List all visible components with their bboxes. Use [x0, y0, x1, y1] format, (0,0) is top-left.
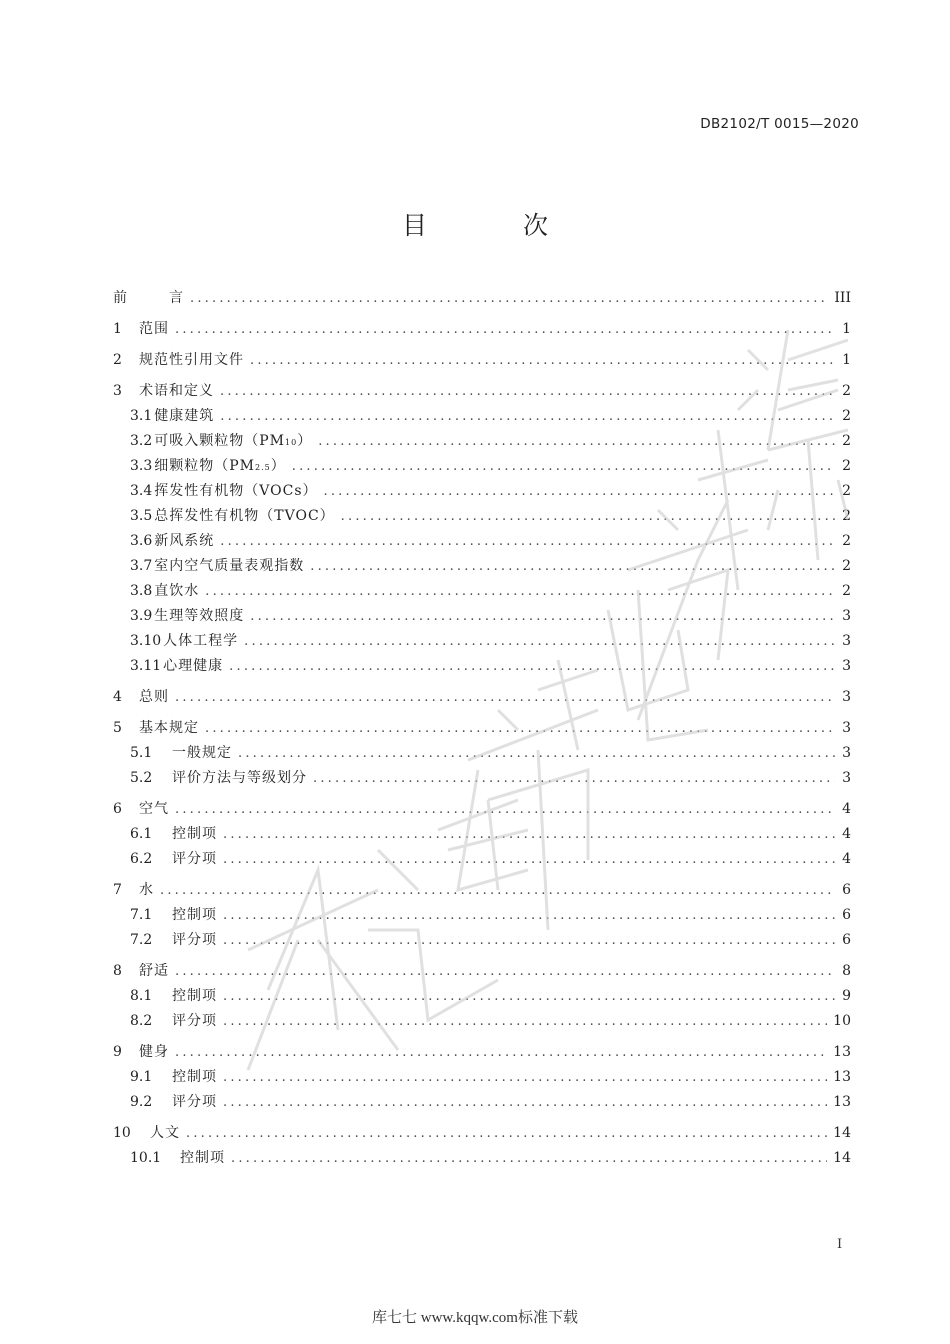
- toc-entry[interactable]: [113, 379, 851, 404]
- toc-entry-number: 3.9: [130, 608, 153, 624]
- toc-leader-dots: [175, 797, 835, 822]
- toc-entry[interactable]: [113, 1090, 851, 1115]
- toc-entry-label: [139, 878, 154, 903]
- toc-entry-label-text: 评分项: [172, 932, 217, 948]
- toc-entry-number: 8.2: [130, 1013, 153, 1029]
- toc-entry-page: 3: [842, 689, 851, 705]
- toc-entry-label: [154, 429, 312, 455]
- toc-entry-label: [172, 1090, 217, 1115]
- toc-entry-page: 3: [842, 608, 851, 624]
- toc-entry[interactable]: [113, 454, 851, 479]
- toc-entry-label: [139, 959, 169, 984]
- toc-entry-label-text: 细颗粒物（PM: [154, 458, 256, 474]
- toc-entry-label-text: 室内空气质量表观指数: [154, 558, 305, 574]
- toc-entry[interactable]: [113, 554, 851, 579]
- toc-title: 目 次: [402, 211, 592, 240]
- toc-entry-number: 3.10: [130, 633, 162, 649]
- toc-leader-dots: [175, 685, 835, 710]
- toc-entry-label-text: 控制项: [172, 988, 217, 1004]
- toc-entry-label: [139, 379, 214, 404]
- toc-entry-number: 3.2: [130, 433, 153, 449]
- toc-entry-label-text: 范围: [139, 321, 169, 337]
- toc-entry-page: 2: [842, 408, 851, 424]
- toc-entry-label-text: 直饮水: [154, 583, 200, 599]
- toc-entry-label-text: 评分项: [172, 851, 217, 867]
- toc-entry-number: 3.4: [130, 483, 153, 499]
- toc-entry-label: [139, 685, 169, 710]
- toc-entry-number: 9.1: [130, 1069, 153, 1085]
- toc-entry-page: 6: [842, 932, 851, 948]
- toc-entry-label: [163, 654, 223, 679]
- toc-entry-label-text: 水: [139, 882, 154, 898]
- toc-entry[interactable]: [113, 1065, 851, 1090]
- toc-entry-page: III: [834, 290, 851, 306]
- toc-entry-page: 13: [833, 1094, 851, 1110]
- toc-leader-dots: [341, 504, 835, 529]
- toc-entry-number: 7.2: [130, 932, 153, 948]
- toc-entry[interactable]: [113, 847, 851, 872]
- toc-leader-dots: [175, 317, 835, 342]
- toc-entry-page: 9: [842, 988, 851, 1004]
- toc-entry-number: 前: [113, 290, 127, 306]
- toc-entry-label: [172, 928, 217, 953]
- toc-entry-label-text: 健康建筑: [154, 408, 215, 424]
- toc-entry-number: 8: [113, 963, 122, 979]
- toc-entry-page: 6: [842, 907, 851, 923]
- toc-entry[interactable]: [113, 959, 851, 984]
- toc-entry-label: [139, 317, 169, 342]
- toc-entry[interactable]: [113, 654, 851, 679]
- toc-entry-label-text: 控制项: [172, 826, 217, 842]
- toc-leader-dots: [223, 847, 835, 872]
- toc-entry-page: 1: [842, 321, 851, 337]
- toc-leader-dots: [310, 554, 835, 579]
- toc-leader-dots: [220, 529, 835, 554]
- toc-entry-page: 14: [833, 1125, 851, 1141]
- toc-leader-dots: [160, 878, 835, 903]
- toc-entry-label: [172, 1065, 217, 1090]
- toc-entry[interactable]: [113, 629, 851, 654]
- toc-entry-page: 4: [842, 826, 851, 842]
- toc-entry-number: 3.1: [130, 408, 153, 424]
- toc-entry-label: [154, 579, 199, 604]
- toc-leader-dots: [175, 959, 835, 984]
- toc-entry-label-tail: ）: [270, 458, 286, 474]
- toc-leader-dots: [318, 429, 835, 454]
- toc-leader-dots: [292, 454, 835, 479]
- toc-entry[interactable]: [113, 1009, 851, 1034]
- toc-entry-label-text: 挥发性有机物（VOCs）: [154, 483, 318, 499]
- toc-entry-label-text: 控制项: [180, 1150, 225, 1166]
- toc-leader-dots: [231, 1146, 827, 1171]
- toc-entry[interactable]: [113, 928, 851, 953]
- toc-entry-page: 3: [842, 770, 851, 786]
- toc-leader-dots: [223, 984, 835, 1009]
- toc-entry-number: 3.11: [130, 658, 162, 674]
- table-of-contents: [113, 286, 851, 1171]
- toc-entry-page: 8: [842, 963, 851, 979]
- toc-entry-subscript: 10: [285, 438, 298, 447]
- toc-entry-label: [139, 716, 199, 741]
- toc-leader-dots: [244, 629, 835, 654]
- toc-entry[interactable]: [113, 429, 851, 454]
- toc-entry-page: 2: [842, 383, 851, 399]
- toc-entry-label: [172, 766, 307, 791]
- toc-entry-number: 8.1: [130, 988, 153, 1004]
- toc-entry-label: [169, 286, 184, 311]
- toc-entry-label-text: 可吸入颗粒物（PM: [154, 433, 286, 449]
- page-number: I: [837, 1237, 843, 1252]
- toc-entry-page: 2: [842, 433, 851, 449]
- toc-entry-label-text: 评分项: [172, 1013, 217, 1029]
- toc-entry-number: 6: [113, 801, 122, 817]
- standard-code: DB2102/T 0015—2020: [700, 116, 859, 132]
- toc-entry-number: 6.2: [130, 851, 153, 867]
- toc-leader-dots: [205, 716, 835, 741]
- toc-entry-number: 6.1: [130, 826, 153, 842]
- toc-entry[interactable]: [113, 1040, 851, 1065]
- toc-entry-page: 13: [833, 1044, 851, 1060]
- toc-entry[interactable]: [113, 741, 851, 766]
- toc-leader-dots: [220, 379, 835, 404]
- toc-entry[interactable]: [113, 716, 851, 741]
- toc-leader-dots: [223, 1090, 827, 1115]
- toc-entry[interactable]: [113, 822, 851, 847]
- toc-leader-dots: [223, 903, 835, 928]
- toc-entry-page: 3: [842, 745, 851, 761]
- toc-entry[interactable]: [113, 903, 851, 928]
- toc-entry[interactable]: [113, 404, 851, 429]
- toc-entry[interactable]: [113, 797, 851, 822]
- toc-entry[interactable]: [113, 984, 851, 1009]
- toc-entry-page: 13: [833, 1069, 851, 1085]
- toc-entry-label-text: 一般规定: [172, 745, 232, 761]
- toc-entry-label: [154, 554, 304, 579]
- toc-entry-page: 4: [842, 851, 851, 867]
- toc-entry-number: 4: [113, 689, 122, 705]
- toc-entry-label: [172, 822, 217, 847]
- toc-leader-dots: [175, 1040, 827, 1065]
- footer-text: 库七七 www.kqqw.com标准下载: [372, 1310, 578, 1326]
- toc-entry-label: [154, 404, 214, 429]
- toc-entry-number: 7: [113, 882, 122, 898]
- toc-entry[interactable]: [113, 479, 851, 504]
- toc-leader-dots: [190, 286, 828, 311]
- toc-entry-label-text: 评价方法与等级划分: [172, 770, 307, 786]
- toc-leader-dots: [220, 404, 835, 429]
- toc-entry-number: 10: [113, 1125, 131, 1141]
- toc-entry[interactable]: [113, 878, 851, 903]
- toc-entry-page: 2: [842, 508, 851, 524]
- toc-entry-label-text: 健身: [139, 1044, 169, 1060]
- toc-entry-number: 1: [113, 321, 122, 337]
- toc-entry-label: [154, 529, 214, 554]
- toc-entry[interactable]: [113, 1146, 851, 1171]
- toc-entry-page: 14: [833, 1150, 851, 1166]
- toc-entry-page: 4: [842, 801, 851, 817]
- toc-entry[interactable]: [113, 348, 851, 373]
- toc-entry-number: 9: [113, 1044, 122, 1060]
- toc-entry[interactable]: [113, 685, 851, 710]
- toc-entry-label: [139, 1040, 169, 1065]
- toc-entry[interactable]: [113, 317, 851, 342]
- toc-entry-label-text: 术语和定义: [139, 383, 214, 399]
- toc-leader-dots: [223, 928, 835, 953]
- toc-leader-dots: [223, 1065, 827, 1090]
- toc-entry-number: 3.3: [130, 458, 153, 474]
- toc-entry[interactable]: [113, 286, 851, 311]
- toc-leader-dots: [229, 654, 835, 679]
- toc-entry-label: [139, 797, 169, 822]
- toc-entry-number: 5: [113, 720, 122, 736]
- toc-entry-label: [172, 1009, 217, 1034]
- toc-entry-label: [172, 984, 217, 1009]
- toc-entry-number: 3: [113, 383, 122, 399]
- toc-entry-label-text: 言: [169, 290, 184, 306]
- toc-entry-number: 5.2: [130, 770, 153, 786]
- toc-entry-page: 3: [842, 658, 851, 674]
- toc-leader-dots: [313, 766, 835, 791]
- toc-entry-label: [180, 1146, 225, 1171]
- toc-entry-label-text: 心理健康: [163, 658, 224, 674]
- toc-entry-label: [172, 741, 232, 766]
- toc-entry-label-text: 控制项: [172, 1069, 217, 1085]
- toc-entry-label-text: 空气: [139, 801, 169, 817]
- toc-entry-number: 10.1: [130, 1150, 162, 1166]
- toc-entry-label: [154, 604, 244, 629]
- toc-entry-label: [172, 903, 217, 928]
- toc-entry-label-text: 评分项: [172, 1094, 217, 1110]
- toc-entry-label-text: 舒适: [139, 963, 169, 979]
- toc-entry-label-text: 人体工程学: [163, 633, 239, 649]
- toc-entry-label: [139, 348, 244, 373]
- toc-entry-number: 5.1: [130, 745, 153, 761]
- toc-entry-page: 2: [842, 533, 851, 549]
- toc-leader-dots: [223, 1009, 827, 1034]
- toc-entry[interactable]: [113, 1121, 851, 1146]
- toc-leader-dots: [238, 741, 835, 766]
- toc-entry-page: 10: [833, 1013, 851, 1029]
- toc-entry-number: 3.7: [130, 558, 153, 574]
- toc-entry-label-text: 生理等效照度: [154, 608, 245, 624]
- toc-leader-dots: [324, 479, 835, 504]
- toc-entry[interactable]: [113, 529, 851, 554]
- toc-entry-label-text: 规范性引用文件: [139, 352, 244, 368]
- toc-entry-page: 3: [842, 720, 851, 736]
- toc-leader-dots: [250, 348, 835, 373]
- toc-entry-page: 1: [842, 352, 851, 368]
- toc-entry-label: [154, 479, 317, 504]
- toc-entry-page: 2: [842, 483, 851, 499]
- toc-entry-label-text: 控制项: [172, 907, 217, 923]
- toc-entry-label: [172, 847, 217, 872]
- toc-leader-dots: [250, 604, 835, 629]
- toc-leader-dots: [223, 822, 835, 847]
- toc-entry-page: 2: [842, 583, 851, 599]
- toc-entry-subscript: 2.5: [255, 463, 271, 472]
- toc-entry-label-text: 新风系统: [154, 533, 215, 549]
- toc-entry-label: [154, 504, 334, 529]
- toc-entry-page: 6: [842, 882, 851, 898]
- toc-entry-number: 3.8: [130, 583, 153, 599]
- toc-entry-label-tail: ）: [297, 433, 313, 449]
- toc-entry[interactable]: [113, 766, 851, 791]
- toc-entry-label-text: 总则: [139, 689, 169, 705]
- toc-entry-page: 3: [842, 633, 851, 649]
- toc-entry-page: 2: [842, 458, 851, 474]
- toc-leader-dots: [205, 579, 835, 604]
- toc-entry-page: 2: [842, 558, 851, 574]
- toc-entry-label: [154, 454, 286, 480]
- toc-entry[interactable]: [113, 579, 851, 604]
- toc-entry-number: 7.1: [130, 907, 153, 923]
- toc-entry[interactable]: [113, 604, 851, 629]
- toc-leader-dots: [186, 1121, 827, 1146]
- toc-entry-label: [163, 629, 238, 654]
- toc-entry-label-text: 人文: [150, 1125, 180, 1141]
- toc-entry-number: 3.6: [130, 533, 153, 549]
- toc-entry-number: 2: [113, 352, 122, 368]
- toc-entry-label-text: 总挥发性有机物（TVOC）: [154, 508, 335, 524]
- toc-entry-number: 3.5: [130, 508, 153, 524]
- toc-entry-label-text: 基本规定: [139, 720, 199, 736]
- toc-entry-label: [150, 1121, 180, 1146]
- toc-entry[interactable]: [113, 504, 851, 529]
- toc-entry-number: 9.2: [130, 1094, 153, 1110]
